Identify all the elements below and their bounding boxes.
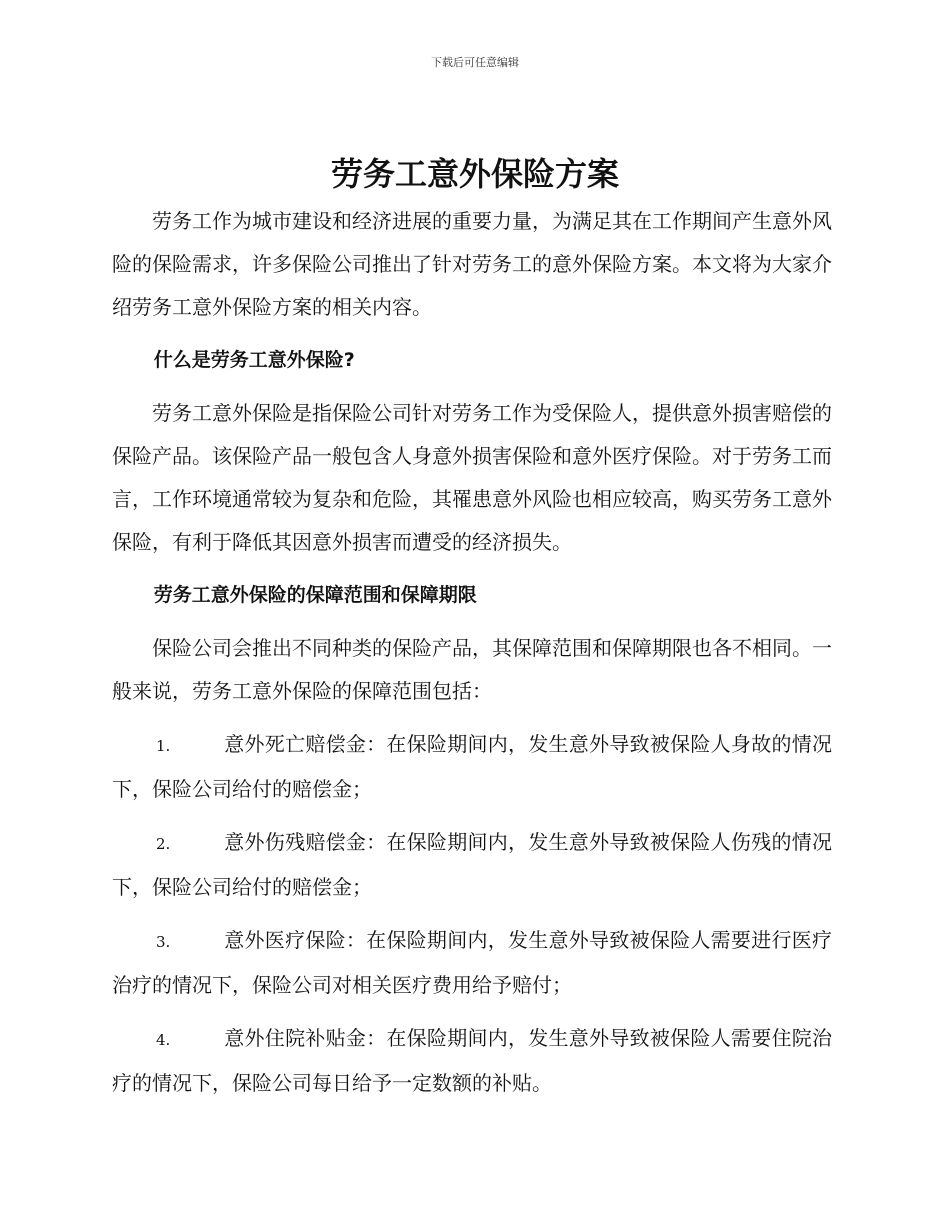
list-item-text: 意外死亡赔偿金：在保险期间内，发生意外导致被保险人身故的情况下，保险公司给付的赔偿金； (112, 732, 832, 801)
list-item-number: 1. (156, 737, 171, 755)
section-what-is-paragraph: 劳务工意外保险是指保险公司针对劳务工作为受保险人，提供意外损害赔偿的保险产品。该保险产品一般包含人身意外损害保险和意外医疗保险。对于劳务工而言，工作环境通常较为复杂和危险，其罹患意外风险也相应较高，购买劳务工意外保险，有利于降低其因意外损害而遭受的经济损失。 (112, 401, 832, 554)
list-item-text: 意外医疗保险：在保险期间内，发生意外导致被保险人需要进行医疗治疗的情况下，保险公司对相关医疗费用给予赔付； (112, 928, 832, 997)
section-coverage-paragraph: 保险公司会推出不同种类的保险产品，其保障范围和保障期限也各不相同。一般来说，劳务工意外保险的保障范围包括： (112, 636, 832, 703)
list-item-number: 3. (156, 933, 171, 951)
list-item-text: 意外住院补贴金：在保险期间内，发生意外导致被保险人需要住院治疗的情况下，保险公司每日给予一定数额的补贴。 (112, 1026, 832, 1095)
document-title: 劳务工意外保险方案 (330, 155, 619, 193)
intro-paragraph: 劳务工作为城市建设和经济进展的重要力量，为满足其在工作期间产生意外风险的保险需求，许多保险公司推出了针对劳务工的意外保险方案。本文将为大家介绍劳务工意外保险方案的相关内容。 (112, 209, 832, 319)
list-item (112, 1017, 832, 1105)
document-body (112, 200, 832, 1105)
list-item-number: 4. (156, 1031, 171, 1049)
section-heading-what-is: 什么是劳务工意外保险? (153, 349, 355, 371)
list-item (112, 919, 832, 1007)
list-item (112, 723, 832, 811)
list-item-number: 2. (156, 835, 171, 853)
section-heading-coverage: 劳务工意外保险的保障范围和保障期限 (153, 584, 477, 606)
header-note: 下载后可任意编辑 (431, 56, 519, 69)
list-item-text: 意外伤残赔偿金：在保险期间内，发生意外导致被保险人伤残的情况下，保险公司给付的赔偿金； (112, 830, 832, 899)
list-item (112, 821, 832, 909)
